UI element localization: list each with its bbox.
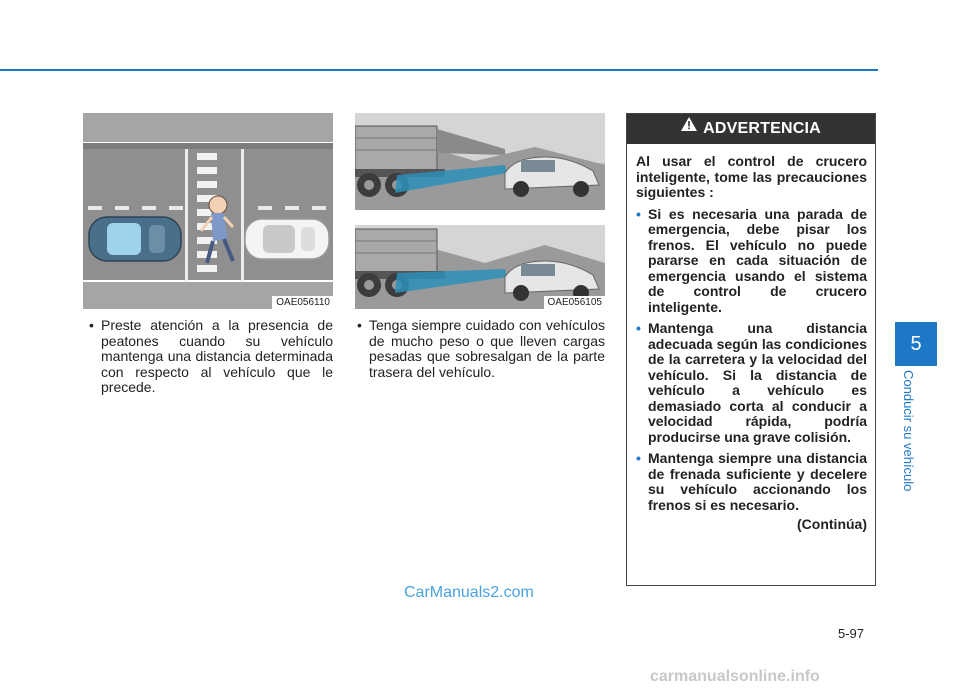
bullet-dot-icon: • [636,320,641,336]
warning-item [636,321,867,445]
warning-triangle-icon [681,112,697,142]
chapter-tab: 5 [895,322,937,366]
warning-item [636,207,867,316]
paragraph-text: Tenga siempre cuidado con vehículos de mucho peso o que lleven cargas pesadas que sobresalgan de la parte trasera del vehículo. [369,317,605,380]
warning-box [626,113,876,586]
bullet: • [89,317,94,333]
figure-code: OAE056110 [272,296,333,309]
warning-item-text: Mantenga una distancia adecuada según las condiciones de la carretera y la velocidad del vehículo. Si la distancia de vehículo a vehículo es demasiado corta al conducir a velocidad rápida, podría producirse una grave colisión. [648,320,867,445]
figure-code: OAE056105 [544,296,606,309]
crosswalk-illustration [83,113,333,309]
bullet: • [357,317,362,333]
warning-item-text: Si es necesaria una parada de emergencia, debe pisar los frenos. El vehículo no puede pararse en cada situación de emergencia usando el sistema de control de crucero inteligente. [648,205,867,315]
warning-item-text: Mantenga siempre una distancia de frenada suficiente y decelere su vehículo accionando los frenos si es necesario. [648,450,867,513]
bullet-dot-icon: • [636,450,641,466]
warning-body [627,144,875,533]
paragraph-heavy-vehicles [357,317,605,380]
page-number: 5-97 [838,626,865,641]
continues-label: (Continúa) [797,516,867,532]
figure-crosswalk [83,113,333,309]
figure-truck [355,113,605,309]
warning-intro: Al usar el control de crucero inteligente, tome las precauciones siguientes : [636,153,867,200]
bullet-dot-icon: • [636,205,641,222]
chapter-side-label [901,370,928,510]
watermark-link[interactable]: CarManuals2.com [404,584,534,601]
chapter-label: Conducir su vehículo [901,370,916,492]
warning-title: ADVERTENCIA [703,120,821,138]
paragraph-pedestrians [89,317,333,396]
warning-item [636,451,867,513]
warning-header [627,114,875,144]
truck-illustration [355,113,605,309]
paragraph-text: Preste atención a la presencia de peatones cuando su vehículo mantenga una distancia determinada con respecto al vehículo que le precede. [101,317,333,395]
footer-watermark: carmanualsonline.info [650,668,820,685]
header-rule [0,69,878,71]
